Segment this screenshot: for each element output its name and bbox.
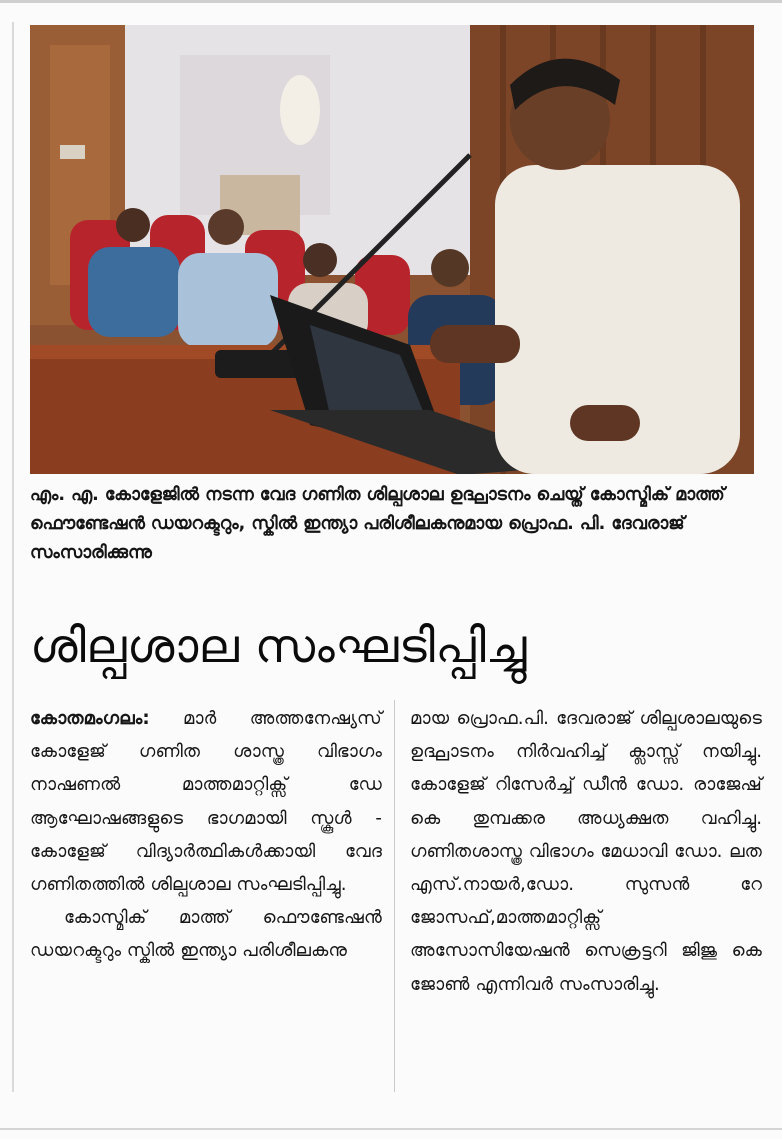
bottom-rule (0, 1128, 782, 1130)
left-margin-line (12, 22, 14, 1092)
photo-illustration (30, 25, 754, 474)
headline: ശില്പശാല സംഘടിപ്പിച്ചു (30, 619, 527, 674)
paragraph-1-text: മാർ അത്തനേഷ്യസ് കോളേജ് ഗണിത ശാസ്ത്ര വിഭാഗം നാഷണൽ മാത്തമാറ്റിക്സ് ഡേ ആഘോഷങ്ങളുടെ ഭാഗമായി സ്കൂൾ - കോളേജ് വിദ്യാർത്ഥികൾക്കായി വേദ ഗണിതത്തിൽ ശില്പശാല സംഘടിപ്പിച്ചു. (30, 708, 382, 896)
article-paragraph-2-continued: മായ പ്രൊഫ.പി. ദേവരാജ് ശില്പശാലയുടെ ഉദ്ഘാടനം നിർവഹിച്ച് ക്ലാസ്സ് നയിച്ചു. കോളേജ് റിസേർച്ച് ഡീൻ ഡോ. രാജേഷ് കെ തുമ്പക്കര അധ്യക്ഷത വഹിച്ചു. ഗണിതശാസ്ത്ര വിഭാഗം മേധാവി ഡോ. ലത എസ്.നായർ,ഡോ. സുസൻ റേ ജോസഫ്,മാത്തമാറ്റിക്സ് അസോസിയേഷൻ സെക്രട്ടറി ജിജു കെ ജോൺ എന്നിവർ സംസാരിച്ചു. (410, 708, 762, 995)
photo-caption: എം. എ. കോളേജിൽ നടന്ന വേദ ഗണിത ശില്പശാല ഉദ്ഘാടനം ചെയ്ത് കോസ്മിക് മാത്ത് ഫൌണ്ടേഷൻ ഡയറക്ടറും, സ്കിൽ ഇന്ത്യാ പരിശീലകനുമായ പ്രൊഫ. പി. ദേവരാജ് സംസാരിക്കുന്നു (30, 485, 725, 563)
top-rule (0, 0, 782, 3)
article-column-left (30, 702, 382, 968)
article-paragraph-1 (30, 702, 382, 901)
news-photo (30, 25, 754, 474)
column-divider (394, 700, 395, 1092)
article-column-right (410, 702, 762, 1001)
article-paragraph-2-start: കോസ്മിക് മാത്ത് ഫൌണ്ടേഷൻ ഡയറക്ടറും സ്കിൽ ഇന്ത്യാ പരിശീലകനു (30, 907, 382, 962)
dateline: കോതമംഗലം: (30, 708, 150, 729)
